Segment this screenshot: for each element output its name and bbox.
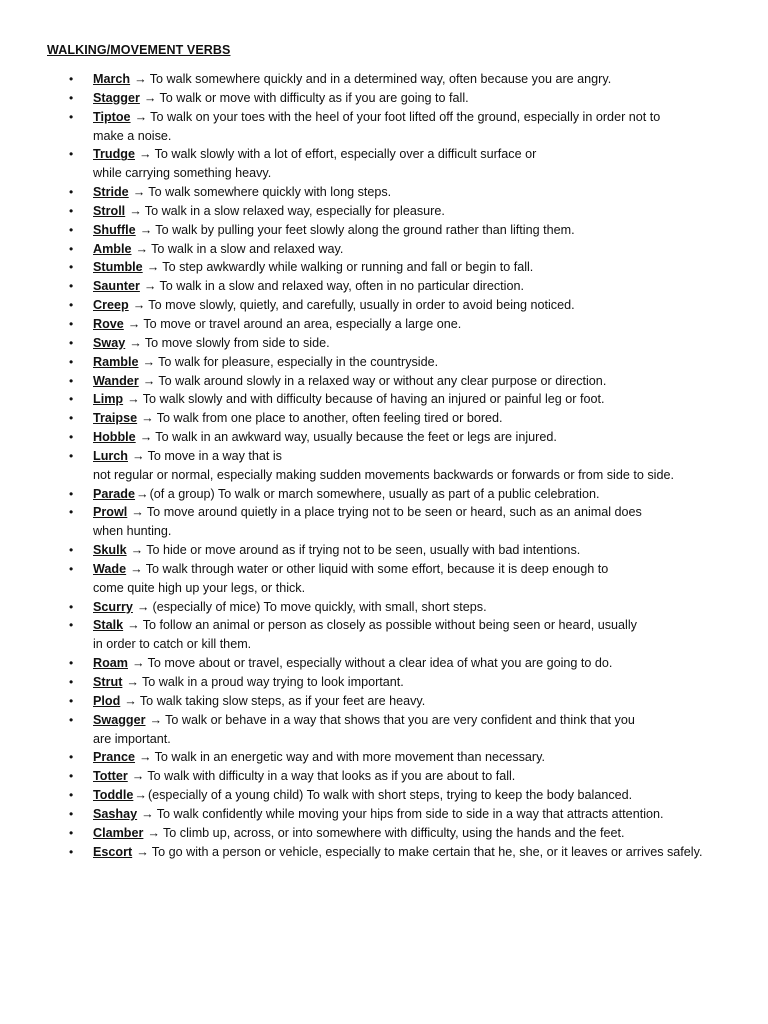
- verb-word: Scurry: [93, 599, 133, 614]
- verb-definition: To walk in a slow relaxed way, especially for pleasure.: [144, 203, 445, 218]
- verb-entry: [0, 673, 768, 692]
- entry-first-line: [93, 240, 748, 259]
- arrow-right-icon: →: [139, 750, 152, 765]
- verb-word: Amble: [93, 241, 132, 256]
- verb-word: Wade: [93, 561, 127, 576]
- entry-first-line: [93, 598, 748, 617]
- verb-definition: To step awkwardly while walking or running and fall or begin to fall.: [162, 260, 534, 275]
- arrow-right-icon: →: [126, 675, 139, 689]
- entry-continuation-line: [93, 579, 748, 598]
- arrow-right-icon: →: [130, 561, 143, 576]
- verb-entry: [0, 202, 768, 221]
- bullet-icon: •: [69, 373, 74, 388]
- verb-entry: [0, 616, 768, 654]
- arrow-right-icon: →: [134, 788, 147, 803]
- arrow-right-icon: →: [124, 693, 137, 708]
- entry-first-line: [93, 824, 748, 843]
- arrow-right-icon: →: [143, 279, 157, 294]
- verb-word: Traipse: [93, 411, 138, 426]
- verb-word: Hobble: [93, 430, 136, 445]
- verb-word: Creep: [93, 298, 129, 313]
- entry-first-line: [93, 673, 748, 692]
- verb-definition: while carrying something heavy.: [93, 166, 272, 181]
- verb-entry: [0, 503, 768, 541]
- verb-definition: To walk from one place to another, often feeling tired or bored.: [156, 411, 503, 426]
- verb-word: Limp: [93, 392, 124, 407]
- bullet-icon: •: [69, 147, 74, 162]
- verb-definition: come quite high up your legs, or thick.: [93, 580, 306, 595]
- entry-first-line: [93, 258, 748, 277]
- arrow-right-icon: →: [129, 203, 142, 218]
- verb-entry: [0, 560, 768, 598]
- verb-word: Totter: [93, 769, 128, 784]
- entry-first-line: [93, 89, 748, 108]
- verb-definition: To walk confidently while moving your hips from side to side in a way that attracts attention.: [156, 806, 664, 821]
- entry-first-line: [93, 145, 748, 164]
- verb-entry: [0, 258, 768, 277]
- bullet-icon: •: [69, 298, 74, 313]
- arrow-right-icon: →: [131, 769, 145, 784]
- entry-first-line: [93, 296, 748, 315]
- verb-definition: To walk in a slow and relaxed way, often in no particular direction.: [159, 279, 524, 294]
- verb-word: Prowl: [93, 505, 128, 520]
- entry-first-line: [93, 183, 748, 202]
- entry-first-line: [93, 428, 748, 447]
- arrow-right-icon: →: [142, 373, 156, 388]
- verb-definition: To walk somewhere quickly with long steps.: [148, 185, 392, 200]
- entry-first-line: [93, 221, 748, 240]
- verb-definition: To walk in a slow and relaxed way.: [151, 241, 344, 256]
- entry-first-line: [93, 108, 748, 127]
- bullet-icon: •: [69, 788, 74, 803]
- verb-definition: in order to catch or kill them.: [93, 637, 252, 652]
- entry-first-line: [93, 560, 748, 579]
- entry-first-line: [93, 277, 748, 296]
- verb-word: Tiptoe: [93, 109, 131, 124]
- verb-word: Stalk: [93, 618, 124, 633]
- entry-first-line: [93, 748, 748, 767]
- bullet-icon: •: [69, 430, 74, 445]
- arrow-right-icon: →: [136, 844, 149, 859]
- entry-first-line: [93, 315, 748, 334]
- bullet-icon: •: [69, 675, 74, 689]
- verb-word: Plod: [93, 693, 121, 708]
- verb-word: Sashay: [93, 806, 138, 821]
- entry-first-line: [93, 372, 748, 391]
- verb-definition: To move or travel around an area, especially a large one.: [143, 316, 462, 331]
- bullet-icon: •: [69, 656, 74, 671]
- bullet-icon: •: [69, 543, 74, 558]
- verb-entry: [0, 372, 768, 391]
- bullet-icon: •: [69, 806, 74, 821]
- verb-definition: To walk on your toes with the heel of your foot lifted off the ground, especially in order not to: [150, 109, 661, 124]
- verb-definition: (especially of a young child) To walk with short steps, trying to keep the body balanced.: [147, 788, 633, 803]
- arrow-right-icon: →: [139, 222, 153, 237]
- arrow-right-icon: →: [136, 486, 149, 501]
- verb-definition: To walk or move with difficulty as if you are going to fall.: [159, 90, 469, 105]
- verb-definition: To walk in a proud way trying to look important.: [141, 675, 404, 689]
- arrow-right-icon: →: [131, 505, 144, 520]
- bullet-icon: •: [69, 561, 74, 576]
- entry-first-line: [93, 541, 748, 560]
- verb-word: Swagger: [93, 712, 146, 727]
- entry-first-line: [93, 786, 748, 805]
- entry-first-line: [93, 447, 748, 466]
- entry-first-line: [93, 353, 748, 372]
- entry-first-line: [93, 711, 748, 730]
- verb-entry: [0, 70, 768, 89]
- verb-list: [0, 70, 768, 861]
- verb-definition: not regular or normal, especially making sudden movements backwards or forwards or from side to side.: [93, 467, 674, 482]
- bullet-icon: •: [69, 411, 74, 426]
- verb-entry: [0, 692, 768, 711]
- verb-word: Stagger: [93, 90, 140, 105]
- verb-entry: [0, 296, 768, 315]
- verb-word: Lurch: [93, 448, 128, 463]
- verb-entry: [0, 390, 768, 409]
- verb-word: March: [93, 72, 131, 86]
- verb-entry: [0, 315, 768, 334]
- bullet-icon: •: [69, 750, 74, 765]
- verb-entry: [0, 353, 768, 372]
- arrow-right-icon: →: [149, 712, 163, 727]
- verb-definition: To go with a person or vehicle, especially to make certain that he, she, or it leaves or arrives safely.: [151, 844, 703, 859]
- verb-entry: [0, 145, 768, 183]
- arrow-right-icon: →: [138, 147, 152, 162]
- bullet-icon: •: [69, 825, 74, 840]
- verb-word: Roam: [93, 656, 128, 671]
- verb-entry: [0, 240, 768, 259]
- verb-word: Prance: [93, 750, 136, 765]
- verb-definition: To walk around slowly in a relaxed way or without any clear purpose or direction.: [158, 373, 607, 388]
- verb-word: Stumble: [93, 260, 143, 275]
- arrow-right-icon: →: [132, 185, 146, 200]
- verb-definition: To walk slowly and with difficulty because of having an injured or painful leg or foot.: [142, 392, 605, 407]
- verb-word: Rove: [93, 316, 124, 331]
- entry-first-line: [93, 767, 748, 786]
- verb-entry: [0, 334, 768, 353]
- verb-word: Skulk: [93, 543, 127, 558]
- arrow-right-icon: →: [139, 430, 153, 445]
- entry-continuation-line: [93, 522, 748, 541]
- page-title: WALKING/MOVEMENT VERBS: [47, 43, 231, 57]
- arrow-right-icon: →: [127, 392, 140, 407]
- verb-word: Escort: [93, 844, 133, 859]
- bullet-icon: •: [69, 618, 74, 633]
- entry-continuation-line: [93, 164, 748, 183]
- verb-entry: [0, 447, 768, 485]
- bullet-icon: •: [69, 486, 74, 501]
- entry-first-line: [93, 202, 748, 221]
- verb-word: Wander: [93, 373, 139, 388]
- entry-continuation-line: [93, 466, 748, 485]
- arrow-right-icon: →: [130, 543, 144, 558]
- verb-entry: [0, 748, 768, 767]
- verb-definition: To move about or travel, especially without a clear idea of what you are going to do.: [147, 656, 613, 671]
- entry-first-line: [93, 843, 748, 862]
- bullet-icon: •: [69, 222, 74, 237]
- verb-entry: [0, 786, 768, 805]
- bullet-icon: •: [69, 316, 74, 331]
- verb-definition: To walk in an energetic way and with more movement than necessary.: [154, 750, 545, 765]
- verb-word: Ramble: [93, 354, 139, 369]
- verb-entry: [0, 277, 768, 296]
- verb-entry: [0, 428, 768, 447]
- entry-first-line: [93, 409, 748, 428]
- verb-word: Toddle: [93, 788, 134, 803]
- arrow-right-icon: →: [127, 618, 140, 633]
- bullet-icon: •: [69, 260, 74, 275]
- verb-definition: To move slowly from side to side.: [144, 335, 330, 350]
- verb-entry: [0, 654, 768, 673]
- bullet-icon: •: [69, 769, 74, 784]
- entry-continuation-line: [93, 730, 748, 749]
- verb-entry: [0, 711, 768, 749]
- verb-word: Sway: [93, 335, 126, 350]
- arrow-right-icon: →: [131, 448, 145, 463]
- entry-first-line: [93, 503, 748, 522]
- arrow-right-icon: →: [146, 260, 160, 275]
- bullet-icon: •: [69, 109, 74, 124]
- verb-definition: To walk through water or other liquid with some effort, because it is deep enough to: [145, 561, 609, 576]
- bullet-icon: •: [69, 90, 74, 105]
- bullet-icon: •: [69, 185, 74, 200]
- bullet-icon: •: [69, 279, 74, 294]
- arrow-right-icon: →: [143, 90, 157, 105]
- entry-continuation-line: [93, 635, 748, 654]
- verb-definition: are important.: [93, 731, 171, 746]
- entry-first-line: [93, 70, 748, 89]
- entry-first-line: [93, 390, 748, 409]
- verb-entry: [0, 541, 768, 560]
- verb-word: Stride: [93, 185, 129, 200]
- arrow-right-icon: →: [142, 354, 156, 369]
- verb-entry: [0, 485, 768, 504]
- verb-definition: when hunting.: [93, 524, 172, 539]
- verb-entry: [0, 108, 768, 146]
- verb-entry: [0, 767, 768, 786]
- verb-entry: [0, 221, 768, 240]
- verb-entry: [0, 89, 768, 108]
- verb-definition: To walk somewhere quickly and in a determined way, often because you are angry.: [149, 72, 612, 86]
- verb-entry: [0, 183, 768, 202]
- verb-word: Stroll: [93, 203, 126, 218]
- arrow-right-icon: →: [141, 806, 154, 821]
- arrow-right-icon: →: [134, 72, 147, 86]
- bullet-icon: •: [69, 354, 74, 369]
- verb-entry: [0, 805, 768, 824]
- arrow-right-icon: →: [136, 599, 150, 614]
- arrow-right-icon: →: [129, 335, 142, 350]
- bullet-icon: •: [69, 203, 74, 218]
- entry-first-line: [93, 654, 748, 673]
- verb-definition: To climb up, across, or into somewhere with difficulty, using the hands and the feet.: [163, 825, 625, 840]
- arrow-right-icon: →: [141, 411, 154, 426]
- bullet-icon: •: [69, 448, 74, 463]
- bullet-icon: •: [69, 335, 74, 350]
- entry-first-line: [93, 805, 748, 824]
- verb-word: Saunter: [93, 279, 140, 294]
- verb-word: Trudge: [93, 147, 135, 162]
- bullet-icon: •: [69, 505, 74, 520]
- verb-definition: To hide or move around as if trying not to be seen, usually with bad intentions.: [146, 543, 581, 558]
- bullet-icon: •: [69, 241, 74, 256]
- bullet-icon: •: [69, 72, 74, 86]
- verb-definition: (especially of mice) To move quickly, with small, short steps.: [152, 599, 487, 614]
- verb-word: Shuffle: [93, 222, 136, 237]
- verb-definition: To move in a way that is: [147, 448, 282, 463]
- bullet-icon: •: [69, 712, 74, 727]
- verb-definition: make a noise.: [93, 128, 172, 143]
- verb-word: Clamber: [93, 825, 144, 840]
- arrow-right-icon: →: [132, 298, 146, 313]
- bullet-icon: •: [69, 693, 74, 708]
- verb-word: Strut: [93, 675, 123, 689]
- entry-continuation-line: [93, 127, 748, 146]
- verb-definition: To walk by pulling your feet slowly along the ground rather than lifting them.: [155, 222, 575, 237]
- arrow-right-icon: →: [127, 316, 141, 331]
- verb-entry: [0, 409, 768, 428]
- arrow-right-icon: →: [147, 825, 160, 840]
- verb-entry: [0, 824, 768, 843]
- verb-definition: To walk taking slow steps, as if your feet are heavy.: [139, 693, 426, 708]
- arrow-right-icon: →: [135, 241, 149, 256]
- entry-first-line: [93, 692, 748, 711]
- bullet-icon: •: [69, 392, 74, 407]
- entry-first-line: [93, 485, 748, 504]
- verb-definition: (of a group) To walk or march somewhere, usually as part of a public celebration.: [149, 486, 600, 501]
- verb-definition: To move slowly, quietly, and carefully, usually in order to avoid being noticed.: [148, 298, 575, 313]
- verb-entry: [0, 843, 768, 862]
- entry-first-line: [93, 616, 748, 635]
- verb-definition: To walk slowly with a lot of effort, especially over a difficult surface or: [154, 147, 537, 162]
- entry-first-line: [93, 334, 748, 353]
- verb-definition: To move around quietly in a place trying not to be seen or heard, such as an animal does: [146, 505, 642, 520]
- bullet-icon: •: [69, 599, 74, 614]
- verb-definition: To walk in an awkward way, usually because the feet or legs are injured.: [155, 430, 557, 445]
- verb-definition: To walk with difficulty in a way that looks as if you are about to fall.: [147, 769, 516, 784]
- verb-definition: To walk or behave in a way that shows that you are very confident and think that you: [165, 712, 635, 727]
- verb-entry: [0, 598, 768, 617]
- arrow-right-icon: →: [134, 109, 148, 124]
- verb-definition: To walk for pleasure, especially in the countryside.: [158, 354, 439, 369]
- verb-word: Parade: [93, 486, 136, 501]
- verb-definition: To follow an animal or person as closely as possible without being seen or heard, usually: [142, 618, 637, 633]
- bullet-icon: •: [69, 844, 74, 859]
- arrow-right-icon: →: [132, 656, 145, 671]
